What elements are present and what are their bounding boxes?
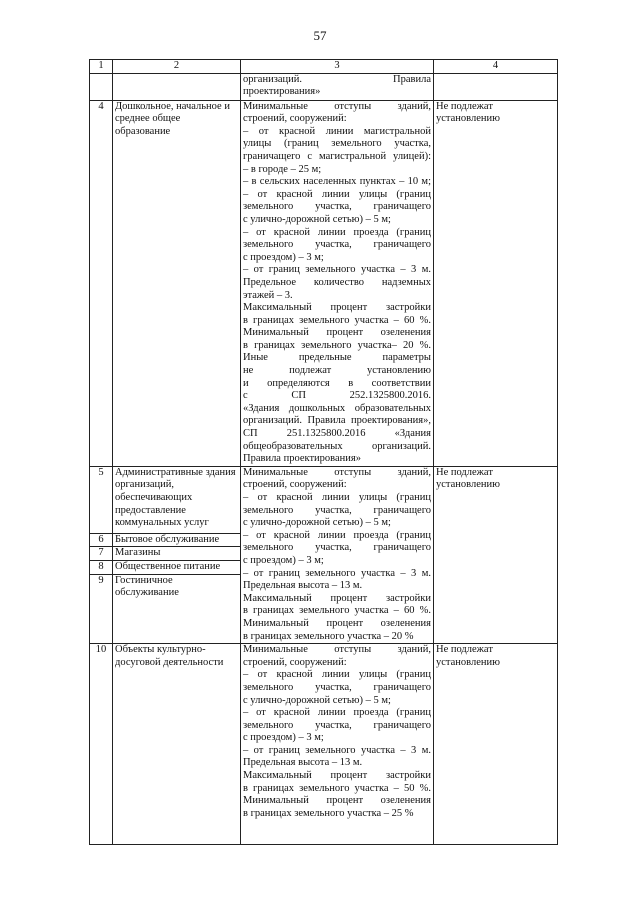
- params-line: этажей – 3.: [243, 289, 293, 301]
- table-row-5: [90, 466, 558, 533]
- params-line: с улично-дорожной сетью) – 5 м;: [243, 517, 391, 529]
- params-line: Максимальный процент застройки: [243, 592, 431, 604]
- row-number: 7: [90, 547, 113, 561]
- header-cell-3: 3: [241, 60, 434, 74]
- params-line: организаций. Правила проектирования»,: [243, 415, 431, 427]
- params-line: граничащего с магистральной улицей):: [243, 150, 431, 162]
- row-number: 8: [90, 561, 113, 575]
- params-line: Иные предельные параметры: [243, 352, 431, 364]
- params-line: Минимальный процент озеленения: [243, 617, 431, 629]
- params-line: – от красной линии улицы (границ: [243, 492, 431, 503]
- params-line: с проездом) – 3 м;: [243, 251, 324, 263]
- params-line: в границах земельного участка – 25 %: [243, 807, 414, 819]
- params-line: с улично-дорожной сетью) – 5 м;: [243, 694, 391, 706]
- params-line: Максимальный процент застройки: [243, 770, 431, 782]
- params-line: Предельная высота – 13 м.: [243, 757, 363, 769]
- params-line: Минимальные отступы зданий,: [243, 644, 431, 656]
- page-number: 57: [313, 28, 327, 43]
- cell-empty: [90, 73, 113, 100]
- params-line: – от границ земельного участка – 3 м.: [243, 567, 431, 579]
- row-number: 9: [90, 574, 113, 644]
- params-line: Максимальный процент застройки: [243, 302, 431, 314]
- params-line: строений, сооружений:: [243, 479, 347, 491]
- row-number: 10: [90, 644, 113, 845]
- params-line: земельного участка, граничащего: [243, 504, 431, 516]
- row-number: 4: [90, 100, 113, 466]
- params-cell: [241, 466, 434, 643]
- params-line: проектирования»: [243, 86, 321, 98]
- params-line: в границах земельного участка– 20 %.: [243, 339, 431, 351]
- params-line: – от границ земельного участка – 3 м.: [243, 744, 431, 756]
- header-cell-2: 2: [113, 60, 241, 74]
- params-line: – в городе – 25 м;: [243, 163, 322, 175]
- params-line: – от красной линии проезда (границ: [243, 226, 431, 238]
- params-line: и определяются в соответствии: [243, 377, 431, 389]
- table-row-continuation: [90, 73, 558, 100]
- params-line: улицы (границ земельного участка,: [243, 138, 431, 150]
- params-line: общеобразовательных организаций.: [243, 440, 431, 452]
- land-use-name: Объекты культурно-досуговой деятельности: [113, 644, 241, 845]
- params-line: СП 251.1325800.2016 «Здания: [243, 428, 431, 440]
- land-use-name: Дошкольное, начальное и среднее общее образование: [113, 100, 241, 466]
- params-line: строений, сооружений:: [243, 113, 347, 125]
- note-cell: Не подлежат установлению: [434, 644, 558, 845]
- params-line: земельного участка, граничащего: [243, 719, 431, 731]
- params-line: Минимальный процент озеленения: [243, 327, 431, 339]
- land-use-name: Гостиничное обслуживание: [113, 574, 241, 644]
- params-line: строений, сооружений:: [243, 656, 347, 668]
- params-line: с проездом) – 3 м;: [243, 554, 324, 566]
- header-cell-4: 4: [434, 60, 558, 74]
- regulations-table: [89, 59, 558, 845]
- params-line: с улично-дорожной сетью) – 5 м;: [243, 213, 391, 225]
- params-line: земельного участка, граничащего: [243, 542, 431, 554]
- cell-empty: [113, 73, 241, 100]
- row-number: 6: [90, 533, 113, 547]
- params-line: организаций. Правила: [243, 73, 431, 85]
- table-row-10: [90, 644, 558, 845]
- params-line: Минимальные отступы зданий,: [243, 100, 431, 112]
- params-line: – от красной линии улицы (границ: [243, 669, 431, 681]
- params-line: Предельное количество надземных: [243, 276, 431, 288]
- land-use-name: Административные здания организаций, обеспечивающих предоставление коммунальных услуг: [113, 466, 241, 533]
- params-line: – от красной линии проезда (границ: [243, 707, 431, 719]
- cell-empty: [434, 73, 558, 100]
- params-line: – от красной линии проезда (границ: [243, 529, 431, 541]
- params-line: Минимальные отступы зданий,: [243, 466, 431, 478]
- params-line: Правила проектирования»: [243, 453, 361, 465]
- land-use-name: Бытовое обслуживание: [113, 533, 241, 547]
- params-line: в границах земельного участка – 20 %: [243, 630, 414, 642]
- params-line: земельного участка, граничащего: [243, 239, 431, 251]
- params-line: не подлежат установлению: [243, 365, 431, 377]
- params-line: в границах земельного участка – 60 %.: [243, 605, 431, 617]
- params-line: с проездом) – 3 м;: [243, 732, 324, 744]
- land-use-name: Общественное питание: [113, 561, 241, 575]
- params-line: в границах земельного участка – 50 %.: [243, 782, 431, 794]
- params-line: земельного участка, граничащего: [243, 681, 431, 693]
- params-line: – от границ земельного участка – 3 м.: [243, 264, 431, 276]
- row-number: 5: [90, 466, 113, 533]
- params-line: «Здания дошкольных образовательных: [243, 402, 431, 414]
- params-line: с СП 252.1325800.2016.: [243, 390, 431, 402]
- table-header-row: [90, 60, 558, 74]
- params-line: земельного участка, граничащего: [243, 201, 431, 213]
- land-use-name: Магазины: [113, 547, 241, 561]
- note-cell: Не подлежат установлению: [434, 466, 558, 643]
- params-line: – в сельских населенных пунктах – 10 м;: [243, 176, 431, 188]
- params-line: в границах земельного участка – 60 %.: [243, 314, 431, 326]
- params-cell: [241, 100, 434, 466]
- header-cell-1: 1: [90, 60, 113, 74]
- table-row-4: [90, 100, 558, 466]
- params-cell: [241, 644, 434, 845]
- continuation-params-cell: [241, 73, 434, 100]
- params-line: – от красной линии улицы (границ: [243, 188, 431, 200]
- params-line: – от красной линии магистральной: [243, 125, 431, 137]
- note-cell: Не подлежат установлению: [434, 100, 558, 466]
- params-line: Минимальный процент озеленения: [243, 795, 431, 807]
- params-line: Предельная высота – 13 м.: [243, 580, 363, 592]
